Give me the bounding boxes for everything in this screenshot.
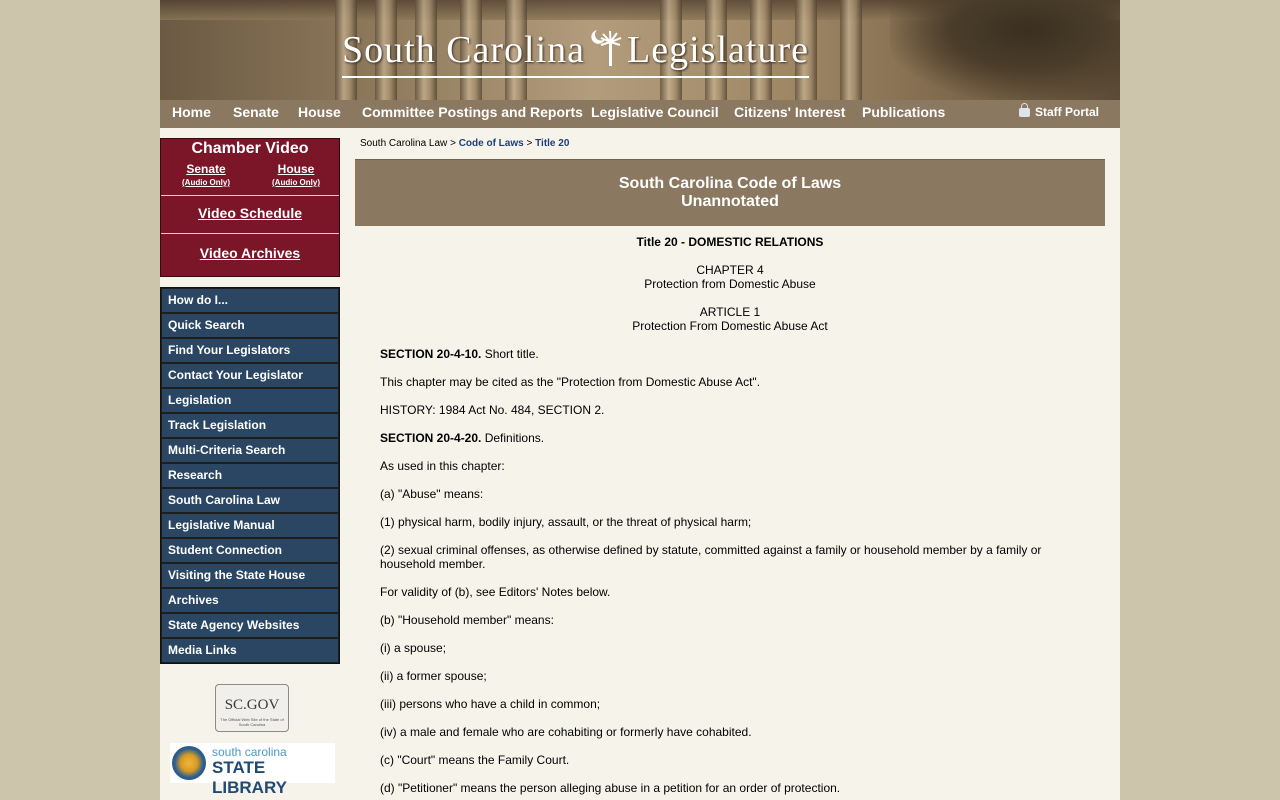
site-title: South Carolina Legislature [342, 28, 809, 72]
article-number: ARTICLE 1 [699, 305, 761, 319]
sidebar-item-archives[interactable]: Archives [162, 589, 338, 612]
page-container [160, 0, 1120, 800]
paragraph: As used in this chapter: [380, 459, 505, 473]
nav-legislative-council[interactable]: Legislative Council [591, 104, 719, 120]
sidebar-item-visiting-state-house[interactable]: Visiting the State House [162, 564, 338, 587]
senate-audio-link[interactable]: (Audio Only) [182, 178, 230, 187]
chamber-video-box [160, 138, 340, 277]
senate-video-link[interactable]: Senate [186, 162, 226, 176]
doc-title: Title 20 - DOMESTIC RELATIONS [636, 235, 824, 249]
page-title: South Carolina Code of Laws [618, 175, 842, 192]
paragraph: (i) a spouse; [380, 641, 447, 655]
paragraph: For validity of (b), see Editors' Notes below. [380, 585, 611, 599]
sidebar-item-track-legislation[interactable]: Track Legislation [162, 414, 338, 437]
sidebar-item-contact-legislator[interactable]: Contact Your Legislator [162, 364, 338, 387]
breadcrumb-root: South Carolina Law [360, 138, 448, 149]
state-seal-icon [172, 746, 206, 780]
sidebar-item-state-agency-websites[interactable]: State Agency Websites [162, 614, 338, 637]
sidebar-item-student-connection[interactable]: Student Connection [162, 539, 338, 562]
breadcrumb-code-of-laws[interactable]: Code of Laws [458, 138, 524, 149]
paragraph: (ii) a former spouse; [380, 669, 487, 683]
paragraph: (iii) persons who have a child in common; [380, 697, 601, 711]
divider [161, 195, 339, 196]
sidebar-item-legislation[interactable]: Legislation [162, 389, 338, 412]
paragraph: (1) physical harm, bodily injury, assault, or the threat of physical harm; [380, 515, 752, 529]
sidebar-item-multi-criteria-search[interactable]: Multi-Criteria Search [162, 439, 338, 462]
paragraph: (iv) a male and female who are cohabiting or formerly have cohabited. [380, 725, 752, 739]
main-nav [160, 100, 1120, 128]
sidebar-menu [160, 287, 340, 664]
state-library-logo[interactable]: south carolina STATE LIBRARY [170, 743, 335, 783]
lock-icon [1019, 108, 1030, 117]
paragraph: (b) "Household member" means: [380, 613, 554, 627]
nav-committee-postings[interactable]: Committee Postings and Reports [362, 104, 583, 120]
house-audio-link[interactable]: (Audio Only) [272, 178, 320, 187]
nav-house[interactable]: House [298, 104, 341, 120]
nav-staff-portal[interactable]: Staff Portal [1019, 100, 1099, 128]
paragraph: (d) "Petitioner" means the person alleging abuse in a petition for an order of protection. [380, 781, 841, 795]
sidebar-item-media-links[interactable]: Media Links [162, 639, 338, 662]
breadcrumb: South Carolina Law > Code of Laws > Title 20 [360, 138, 570, 149]
page-title-box [355, 159, 1105, 226]
sidebar-item-sc-law[interactable]: South Carolina Law [162, 489, 338, 512]
nav-publications[interactable]: Publications [862, 104, 946, 120]
paragraph: (2) sexual criminal offenses, as otherwise defined by statute, committed against a family or household member by a family or household member. [380, 543, 1042, 571]
section-heading: SECTION 20-4-20. Definitions. [380, 431, 545, 445]
paragraph: (c) "Court" means the Family Court. [380, 753, 570, 767]
sidebar-item-find-legislators[interactable]: Find Your Legislators [162, 339, 338, 362]
nav-home[interactable]: Home [172, 104, 211, 120]
video-schedule-link[interactable]: Video Schedule [198, 205, 302, 221]
divider [161, 233, 339, 234]
article-name: Protection From Domestic Abuse Act [632, 319, 828, 333]
site-banner[interactable] [160, 0, 1120, 100]
paragraph: This chapter may be cited as the "Protection from Domestic Abuse Act". [380, 375, 761, 389]
house-video-link[interactable]: House [277, 162, 315, 176]
palmetto-tree-photo [890, 0, 1120, 100]
nav-senate[interactable]: Senate [233, 104, 279, 120]
chapter-number: CHAPTER 4 [696, 263, 764, 277]
page-subtitle: Unannotated [681, 193, 779, 210]
sidebar-item-research[interactable]: Research [162, 464, 338, 487]
sidebar-item-legislative-manual[interactable]: Legislative Manual [162, 514, 338, 537]
sidebar-item-how-do-i[interactable]: How do I... [162, 289, 338, 312]
breadcrumb-title-20[interactable]: Title 20 [535, 138, 570, 149]
chamber-video-title: Chamber Video [191, 140, 309, 157]
history-note: HISTORY: 1984 Act No. 484, SECTION 2. [380, 403, 605, 417]
paragraph: (a) "Abuse" means: [380, 487, 484, 501]
title-underline [342, 76, 809, 78]
scgov-logo[interactable]: SC.GOV The Official Web Site of the State of South Carolina [215, 684, 289, 732]
video-archives-link[interactable]: Video Archives [199, 245, 301, 261]
nav-citizens-interest[interactable]: Citizens' Interest [734, 104, 846, 120]
palmetto-moon-icon [589, 28, 623, 68]
section-heading: SECTION 20-4-10. Short title. [380, 347, 539, 361]
sidebar-item-quick-search[interactable]: Quick Search [162, 314, 338, 337]
chapter-name: Protection from Domestic Abuse [644, 277, 816, 291]
